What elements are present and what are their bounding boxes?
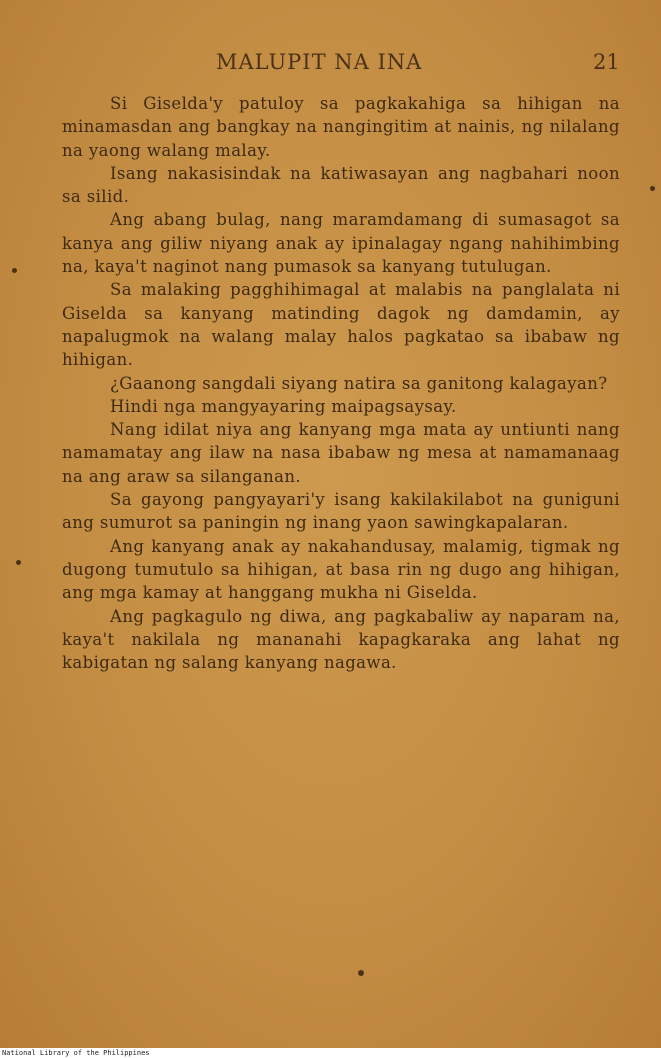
paragraph: Hindi nga mangyayaring maipagsaysay. (110, 396, 457, 416)
library-credit: National Library of the Philippines (2, 1049, 150, 1057)
paragraph: Sa gayong pangyayari'y isang kakilakilabot na guniguni ang sumurot sa paningin ng inang yaon sawingkapalaran. (62, 490, 620, 533)
body-text (62, 92, 620, 674)
paragraph: ¿Gaanong sangdali siyang natira sa ganitong kalagayan? (110, 373, 608, 393)
paragraph: Ang pagkagulo ng diwa, ang pagkabaliw ay naparam na, kaya't nakilala ng mananahi kapagkaraka ang lahat ng kabigatan ng salang kanyang nagawa. (62, 606, 620, 673)
page-number: 21 (593, 50, 620, 74)
paragraph: Ang kanyang anak ay nakahandusay, malamig, tigmak ng dugong tumutulo sa hihigan, at basa rin ng dugo ang hihigan, ang mga kamay at hanggang mukha ni Giselda. (62, 536, 620, 603)
paragraph: Si Giselda'y patuloy sa pagkakahiga sa hihigan na minamasdan ang bangkay na nangingitim at nainis, ng nilalang na yaong walang malay. (62, 94, 620, 160)
paper-speck (650, 186, 655, 191)
paragraph: Sa malaking pagghihimagal at malabis na panglalata ni Giselda sa kanyang matinding dagok ng damdamin, ay napalugmok na walang malay halos pagkatao sa ibabaw ng hihigan. (62, 280, 620, 370)
paper-speck (12, 268, 17, 273)
paper-speck (16, 560, 21, 565)
paragraph: Isang nakasisindak na katiwasayan ang nagbahari noon sa silid. (62, 163, 620, 207)
running-head-title: MALUPIT NA INA (216, 50, 423, 74)
paragraph: Nang idilat niya ang kanyang mga mata ay untiunti nang namamatay ang ilaw na nasa ibabaw ng mesa at namamanaag na ang araw sa silanganan. (62, 420, 620, 486)
paper-speck (358, 970, 364, 976)
paragraph: Ang abang bulag, nang maramdamang di sumasagot sa kanya ang giliw niyang anak ay ipinalagay ngang nahihimbing na, kaya't naginot nang pumasok sa kanyang tutulugan. (62, 210, 620, 277)
